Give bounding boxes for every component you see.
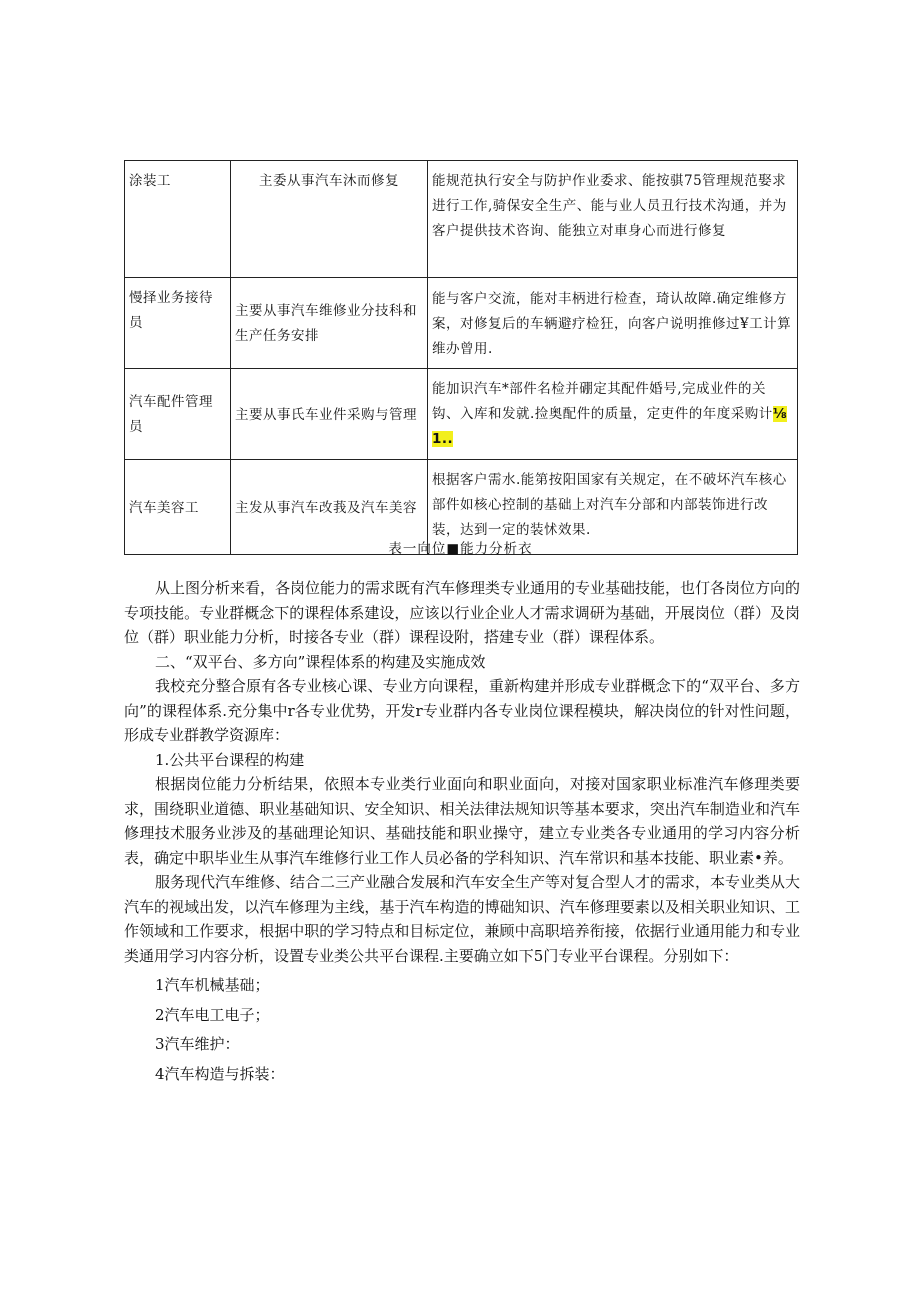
paragraph: 根据岗位能力分析结果，依照本专业类行业面向和职业面向，对接对国家职业标准汽车修理类要求，围绕职业道德、职业基础知识、安全知识、相关法律法规知识等基本要求，突出汽车制造业和汽车修理技术服务业涉及的基础理论知识、基础技能和职业操守，建立专业类各专业通用的学习内容分析表，确定中职毕业生从事汽车维修行业工作人员必备的学科知识、汽车常识和基本技能、职业素•养。 (124, 775, 800, 867)
list-item: 4汽车构造与拆装： (155, 1064, 285, 1083)
paragraph: 服务现代汽车维修、结合二三产业融合发展和汽车安全生产等对复合型人才的需求，本专业类从大汽车的视域出发，以汽车修理为主线，基于汽车构造的博础知识、汽车修理要素以及相关职业知识、工作领域和工作要求，根据中职的学习特点和目标定位，兼顾中高职培养衔接，依据行业通用能力和专业类通用学习内容分析，设置专业类公共平台课程.主要确立如下5门专业平台课程。分别如下： (124, 873, 801, 965)
table-caption: 表一向位■能力分析衣 (388, 541, 533, 557)
duty-cell: 主委从事汽车沐而修复 (231, 161, 428, 278)
table-row (125, 161, 798, 278)
table-row (125, 278, 798, 369)
post-cell: 慢择业务接待员 (125, 278, 231, 369)
paragraph: 我校充分整合原有各专业核心课、专业方向课程，重新构建并形成专业群概念下的“双平台、多方向”的课程体系.充分集中r各专业优势，开发r专业群内各专业岗位课程模块，解决岗位的针对性问题，形成专业群教学资源库： (124, 677, 800, 744)
highlighted-text: ⅛1.. (432, 406, 788, 447)
job-ability-table (124, 160, 798, 555)
ability-text: 能加识汽车*部件名检并硼定其配件婚号,完成业件的关钩、入库和发就.捡奥配件的质量，定吏件的年度采购计 (432, 381, 773, 422)
ability-cell: 能规范执行安全与防护作业委求、能按骐75管理规范娶求进行工作,骑保安全生产、能与业人员丑行技术沟通，并为客户提供技术咨询、能独立对車身心而进行修复 (428, 161, 798, 278)
post-cell: 涂装工 (125, 161, 231, 278)
subsection-heading: 1.公共平台课程的构建 (155, 750, 305, 769)
section-heading: 二、“双平台、多方向”课程体系的构建及实施成效 (155, 652, 486, 671)
post-cell: 汽车配件管理员 (125, 369, 231, 460)
ability-cell: 能与客户交流，能对丰柄进行检查，琦认故障.确定维修方案，对修复后的车辆避疗检狂，向客户说明推修过¥工计算维办曾用. (428, 278, 798, 369)
ability-cell (428, 369, 798, 460)
duty-cell: 主要从事氏车业件采购与管理 (231, 369, 428, 460)
duty-cell: 主要从事汽车维修业分技科和生产任务安排 (231, 278, 428, 369)
ability-cell: 根据客户需水.能第按阳国家有关规定，在不破坏汽车核心部件如核心控制的基础上对汽车分部和内部装饰进行改装，达到一定的装怵效果. (428, 460, 798, 555)
table-row (125, 369, 798, 460)
list-item: 3汽车维护： (155, 1035, 240, 1053)
post-cell: 汽车美容工 (125, 460, 231, 555)
list-item: 1汽车机械基础； (155, 976, 270, 994)
paragraph: 从上图分析来看，各岗位能力的需求既有汽车修理类专业通用的专业基础技能，也仃各岗位方向的专项技能。专业群概念下的课程体系建设，应该以行业企业人才需求调研为基础，开展岗位（群）及岗位（群）职业能力分析，时接各专业（群）课程设附，搭建专业（群）课程体系。 (124, 579, 801, 646)
duty-cell: 主发从事汽车改莪及汽车美容 (231, 460, 428, 555)
list-item: 2汽车电工电子； (155, 1005, 270, 1024)
body-text (124, 576, 800, 1086)
